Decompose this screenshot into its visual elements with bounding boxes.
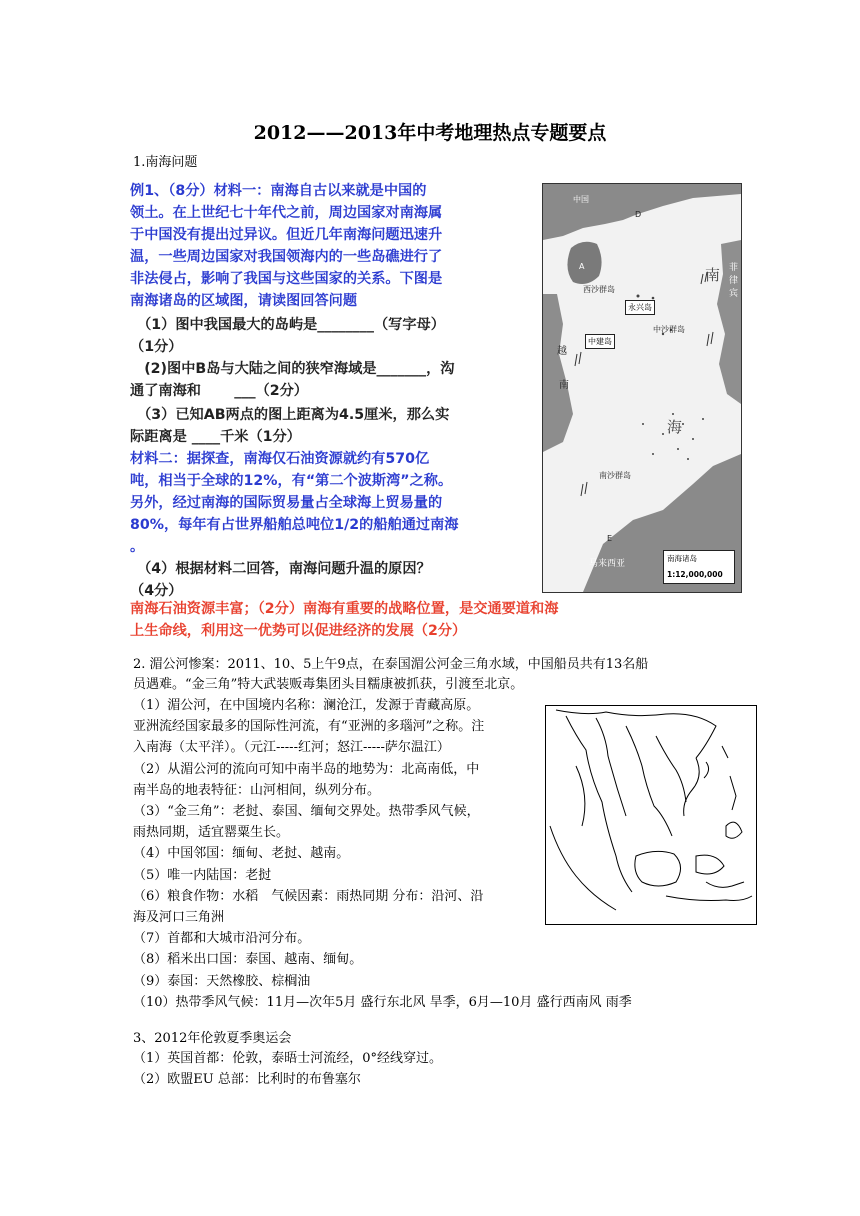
example-1-line: （3）已知AB两点的图上距离为4.5厘米，那么实 (130, 407, 450, 423)
example-1-line: 于中国没有提出过异议。但近几年南海问题迅速升 (130, 227, 443, 243)
example-1-line: 吨，相当于全球的12%，有“第二个波斯湾”之称。 (130, 473, 453, 489)
example-1-line: (2)图中B岛与大陆之间的狭窄海域是_______，沟 (130, 361, 455, 377)
example-1-line: （1分） (130, 339, 183, 355)
example-1-line: 际距离是 ____千米（1分） (130, 429, 301, 445)
section-2-item: （8）稻米出口国：泰国、越南、缅甸。 (133, 952, 363, 968)
map-label-vietnam-1: 越 (557, 346, 567, 357)
example-1-line: 温，一些周边国家对我国领海内的一些岛礁进行了 (130, 249, 443, 265)
example-1-line: 领土。在上世纪七十年代之前，周边国家对南海属 (130, 205, 443, 221)
section-2-item: （5）唯一内陆国：老挝 (133, 867, 272, 883)
section-2-intro-2: 员遇难。“金三角”特大武装贩毒集团头目糯康被抓获，引渡至北京。 (133, 677, 524, 692)
section-2-item: （3）“金三角”：老挝、泰国、缅甸交界处。热带季风气候， (133, 804, 480, 819)
example-1-line: （4分） (130, 583, 183, 599)
southeast-asia-map (545, 705, 757, 925)
section-2-item: （6）粮食作物：水稻 气候因素：雨热同期 分布：沿河、沿 (133, 888, 484, 904)
section-2-item: 雨热同期，适宜罂粟生长。 (133, 825, 290, 841)
section-2-item: 入南海（太平洋）。（元江-----红河；怒江-----萨尔温江） (133, 740, 450, 756)
example-1-line: 另外，经过南海的国际贸易量占全球海上贸易量的 (130, 495, 443, 511)
map-label-hai: 海 (667, 418, 683, 436)
section-2-intro-1: 2. 湄公河惨案：2011、10、5上午9点，在泰国湄公河金三角水域，中国船员共有13名船 (133, 657, 649, 672)
map-label-zhongsha: 中沙群岛 (653, 325, 685, 334)
example-1-line: 例1、（8分）材料一：南海自古以来就是中国的 (130, 183, 427, 199)
south-china-sea-map (542, 183, 742, 593)
example-1-line: （4）根据材料二回答，南海问题升温的原因？ (130, 561, 431, 577)
map-label-e: E (607, 534, 613, 543)
section-2-item: （10）热带季风气候：11月—次年5月 盛行东北风 旱季，6月—10月 盛行西南风 雨季 (133, 994, 632, 1010)
section-2-item: （4）中国邻国：缅甸、老挝、越南。 (133, 846, 350, 862)
map-label-vietnam-2: 南 (559, 380, 569, 391)
example-1-answer-line: 南海石油资源丰富；（2分）南海有重要的战略位置，是交通要道和海 (130, 601, 559, 617)
southeast-asia-map-outline (546, 706, 756, 924)
map-legend-title: 南海诸岛 (667, 554, 697, 563)
map-legend (663, 550, 735, 584)
section-3-item-1: （1）英国首都：伦敦，泰晤士河流经，0°经线穿过。 (133, 1051, 443, 1066)
section-3-item-2: （2）欧盟EU 总部：比利时的布鲁塞尔 (133, 1072, 361, 1087)
section-2-item: （9）泰国：天然橡胶、棕榈油 (133, 973, 311, 989)
example-1-line: 80%，每年有占世界船舶总吨位1/2的船舶通过南海 (130, 517, 459, 533)
map-label-malaysia: 马来西亚 (589, 559, 626, 569)
example-1-answer-line: 上生命线，利用这一优势可以促进经济的发展（2分） (130, 623, 467, 639)
map-label-china: 中国 (573, 195, 589, 204)
section-2-item: （7）首都和大城市沿河分布。 (133, 931, 311, 947)
map-label-nansha: 南沙群岛 (599, 471, 631, 480)
example-1-image (120, 180, 742, 642)
section-2-item: 亚洲流经国家最多的国际性河流，有“亚洲的多瑙河”之称。注 (133, 719, 485, 735)
example-1-line: 。 (130, 539, 145, 555)
page-title: 2012——2013年中考地理热点专题要点 (253, 122, 607, 144)
section-2-item: （1）湄公河，在中国境内名称：澜沧江，发源于青藏高原。 (133, 698, 480, 713)
map-legend-scale: 1:12,000,000 (667, 570, 723, 579)
example-1-line: 通了南海和 ___（2分） (130, 383, 308, 399)
section-2-item: （2）从湄公河的流向可知中南半岛的地势为：北高南低，中 (133, 761, 480, 777)
example-1-line: （1）图中我国最大的岛屿是________（写字母） (130, 317, 445, 333)
section-3-heading: 3、2012年伦敦夏季奥运会 (133, 1031, 292, 1046)
example-1-line: 材料二：据探查，南海仅石油资源就约有570亿 (130, 451, 430, 467)
section-2-item: 南半岛的地表特征：山河相间，纵列分布。 (133, 782, 381, 798)
example-1-line: 南海诸岛的区域图，请读图回答问题 (130, 293, 358, 309)
section-2-item: 海及河口三角洲 (133, 910, 225, 925)
map-label-zhongjian: 中建岛 (585, 334, 615, 349)
example-1-line: 非法侵占，影响了我国与这些国家的关系。下图是 (130, 271, 443, 287)
map-label-a: A (579, 262, 585, 271)
map-label-yongxing: 永兴岛 (625, 300, 655, 315)
map-label-philippines: 菲律宾 (729, 263, 739, 299)
south-china-sea-map-drawing (543, 184, 741, 592)
map-label-xisha: 西沙群岛 (583, 285, 615, 294)
map-label-d: D (635, 210, 642, 219)
map-label-nan: 南 (705, 266, 721, 284)
section-1-heading: 1.南海问题 (133, 155, 198, 170)
